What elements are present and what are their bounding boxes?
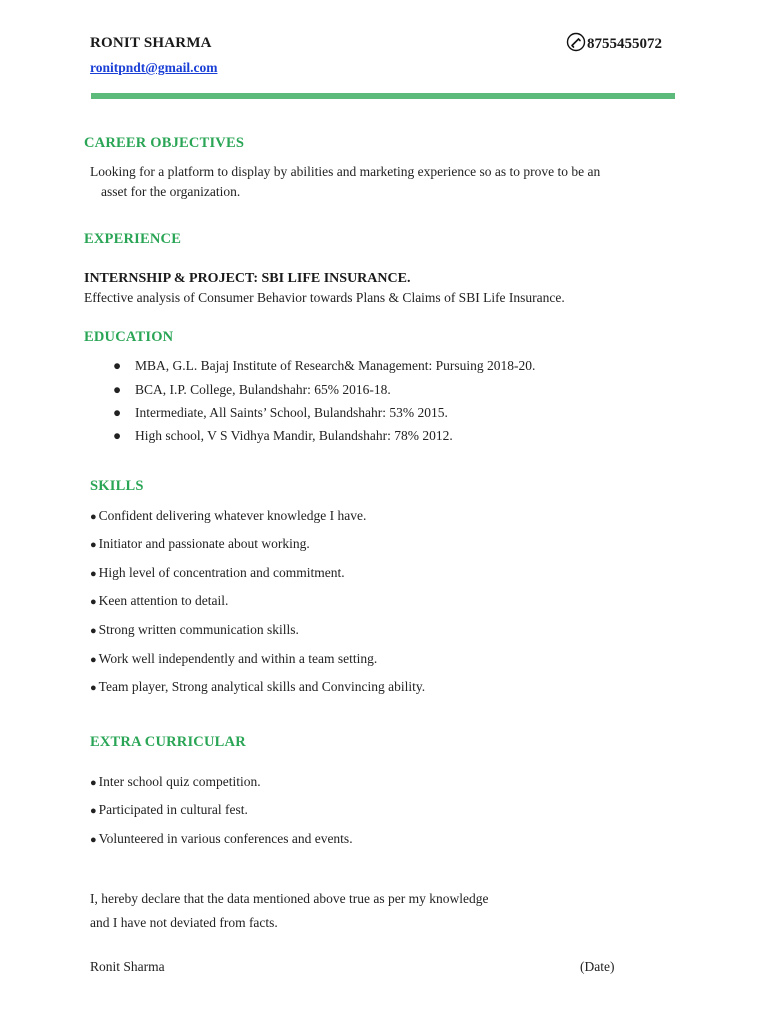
skill-item: ● High level of concentration and commitment. bbox=[90, 565, 345, 580]
bullet-icon: ● bbox=[90, 777, 97, 789]
bullet-icon: ● bbox=[90, 625, 97, 637]
experience-title: INTERNSHIP & PROJECT: SBI LIFE INSURANCE. bbox=[84, 271, 411, 286]
bullet-icon: ● bbox=[90, 682, 97, 694]
career-objective-line-1: Looking for a platform to display by abilities and marketing experience so as to prove to be an bbox=[90, 164, 601, 179]
phone-number-text: 8755455072 bbox=[587, 36, 662, 52]
experience-description: Effective analysis of Consumer Behavior towards Plans & Claims of SBI Life Insurance. bbox=[84, 290, 565, 305]
extra-item: ● Volunteered in various conferences and events. bbox=[90, 831, 353, 846]
bullet-icon: ● bbox=[113, 382, 122, 397]
bullet-icon: ● bbox=[90, 654, 97, 666]
skill-item: ● Strong written communication skills. bbox=[90, 622, 299, 637]
skill-item: ● Initiator and passionate about working. bbox=[90, 536, 310, 551]
education-item: ● High school, V S Vidhya Mandir, Bulandshahr: 78% 2012. bbox=[113, 428, 453, 443]
education-heading: EDUCATION bbox=[84, 329, 174, 345]
bullet-icon: ● bbox=[113, 428, 122, 443]
email-link[interactable]: ronitpndt@gmail.com bbox=[90, 60, 218, 75]
phone-icon bbox=[566, 32, 587, 57]
extra-item: ● Inter school quiz competition. bbox=[90, 774, 261, 789]
skills-heading: SKILLS bbox=[90, 478, 144, 494]
candidate-name: RONIT SHARMA bbox=[90, 35, 212, 51]
education-item: ● BCA, I.P. College, Bulandshahr: 65% 2016-18. bbox=[113, 382, 391, 397]
bullet-icon: ● bbox=[90, 568, 97, 580]
bullet-icon: ● bbox=[113, 405, 122, 420]
bullet-icon: ● bbox=[90, 596, 97, 608]
skill-item: ● Work well independently and within a team setting. bbox=[90, 651, 378, 666]
bullet-icon: ● bbox=[90, 511, 97, 523]
skill-item: ● Confident delivering whatever knowledge I have. bbox=[90, 508, 367, 523]
bullet-icon: ● bbox=[113, 358, 122, 373]
bullet-icon: ● bbox=[90, 834, 97, 846]
header-divider bbox=[91, 93, 675, 99]
bullet-icon: ● bbox=[90, 805, 97, 817]
experience-heading: EXPERIENCE bbox=[84, 231, 182, 247]
signature-name: Ronit Sharma bbox=[90, 959, 165, 974]
phone-number bbox=[566, 32, 662, 57]
declaration-line-1: I, hereby declare that the data mentioned above true as per my knowledge bbox=[90, 891, 489, 906]
career-objective-line-2: asset for the organization. bbox=[101, 184, 241, 199]
skill-item: ● Keen attention to detail. bbox=[90, 593, 229, 608]
declaration-line-2: and I have not deviated from facts. bbox=[90, 915, 278, 930]
skill-item: ● Team player, Strong analytical skills and Convincing ability. bbox=[90, 679, 426, 694]
extra-curricular-heading: EXTRA CURRICULAR bbox=[90, 734, 246, 750]
extra-item: ● Participated in cultural fest. bbox=[90, 802, 248, 817]
education-item: ● MBA, G.L. Bajaj Institute of Research& Management: Pursuing 2018-20. bbox=[113, 358, 536, 373]
education-item: ● Intermediate, All Saints’ School, Bulandshahr: 53% 2015. bbox=[113, 405, 448, 420]
date-placeholder: (Date) bbox=[580, 959, 615, 974]
career-objectives-heading: CAREER OBJECTIVES bbox=[84, 135, 245, 151]
bullet-icon: ● bbox=[90, 539, 97, 551]
